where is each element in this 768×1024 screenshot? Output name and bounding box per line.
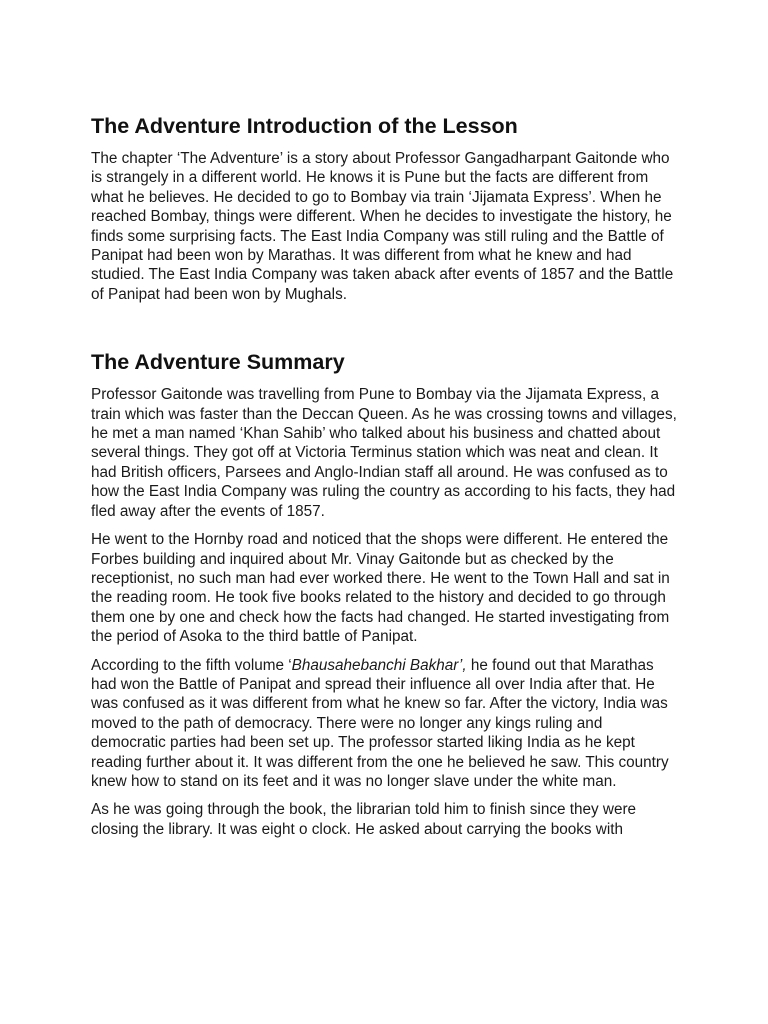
document-page: [91, 112, 681, 848]
summary-paragraph-3: [91, 656, 681, 792]
summary-paragraph-4: As he was going through the book, the librarian told him to finish since they were closing the library. It was eight o clock. He asked about carrying the books with: [91, 801, 637, 838]
intro-heading: The Adventure Introduction of the Lesson: [91, 114, 518, 138]
book-title: Bhausahebanchi Bakhar’,: [291, 656, 467, 674]
paragraph-3-body: he found out that Marathas had won the Battle of Panipat and spread their influence all over India after that. He was confused as it was different from what he knew so far. After the victory, India was moved to the path of democracy. There were no longer any kings ruling and democratic parties had been set up. The professor started liking India as he kept reading further about it. It was different from the one he believed he saw. This country knew how to stand on its feet and it was no longer slave under the white man.: [91, 656, 669, 790]
summary-paragraph-2: He went to the Hornby road and noticed that the shops were different. He entered the Forbes building and inquired about Mr. Vinay Gaitonde but as checked by the receptionist, no such man had ever worked there. He went to the Town Hall and sat in the reading room. He took five books related to the history and decided to go through them one by one and check how the facts had changed. He started investigating from the period of Asoka to the third battle of Panipat.: [91, 531, 670, 646]
intro-paragraph: The chapter ‘The Adventure’ is a story about Professor Gangadharpant Gaitonde who is strangely in a different world. He knows it is Pune but the facts are different from what he believes. He decided to go to Bombay via train ‘Jijamata Express’. When he reached Bombay, things were different. When he decides to investigate the history, he finds some surprising facts. The East India Company was still ruling and the Battle of Panipat had been won by Marathas. It was different from what he knew and had studied. The East India Company was taken aback after events of 1857 and the Battle of Panipat had been won by Mughals.: [91, 150, 674, 303]
summary-paragraph-1: Professor Gaitonde was travelling from Pune to Bombay via the Jijamata Express, a train which was faster than the Deccan Queen. As he was crossing towns and villages, he met a man named ‘Khan Sahib’ who talked about his business and chatted about several things. They got off at Victoria Terminus station which was neat and clean. It had British officers, Parsees and Anglo-Indian staff all around. He was confused as to how the East India Company was ruling the country as according to his facts, they had fled away after the events of 1857.: [91, 386, 677, 520]
summary-heading: The Adventure Summary: [91, 350, 345, 375]
paragraph-3-intro: According to the fifth volume ‘: [91, 656, 292, 674]
